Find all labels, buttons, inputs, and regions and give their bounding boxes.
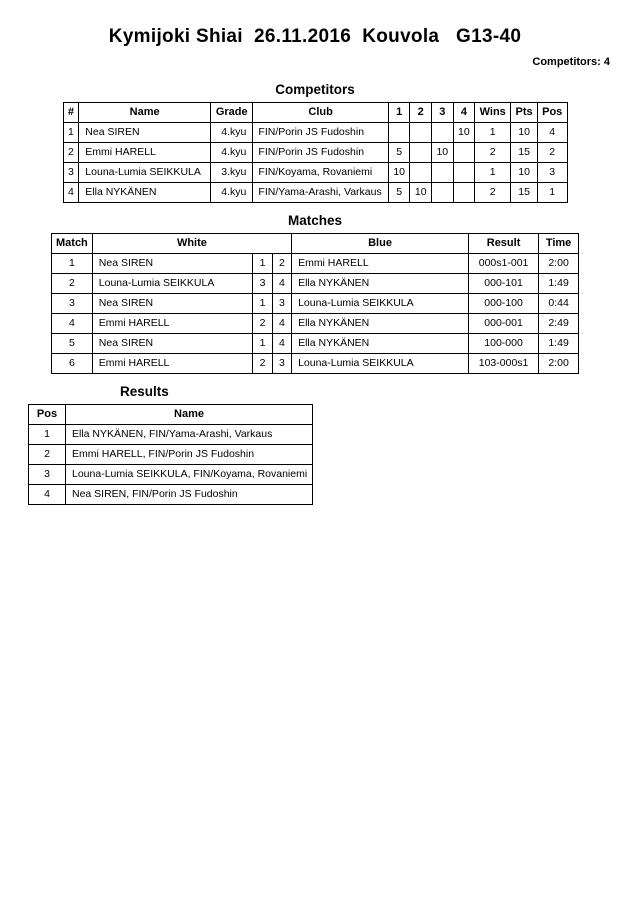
result-position: 2 [29,445,66,465]
matches-section-title: Matches [287,213,343,228]
competitor-pos: 1 [537,183,567,203]
competitors-table-wrap [0,102,630,203]
col-header-white: White [92,234,291,254]
match-blue-seed: 4 [272,314,291,334]
match-blue-seed: 3 [272,294,291,314]
match-blue-name: Ella NYKÄNEN [292,334,469,354]
table-row [52,354,579,374]
competitor-pts: 15 [511,143,538,163]
competitors-table [63,102,568,203]
results-section-title: Results [120,384,169,399]
match-blue-name: Louna-Lumia SEIKKULA [292,354,469,374]
col-header-grade: Grade [211,103,253,123]
table-row [63,123,567,143]
competitor-score-cell [410,123,432,143]
col-header-opponent-2: 2 [410,103,432,123]
competitor-score-cell [432,163,454,183]
competitor-club: FIN/Porin JS Fudoshin [253,143,388,163]
match-time: 1:49 [539,274,579,294]
competitor-score-cell: 10 [410,183,432,203]
match-result: 100-000 [469,334,539,354]
match-white-name: Nea SIREN [92,294,253,314]
competitor-name: Louna-Lumia SEIKKULA [79,163,211,183]
competitor-number: 1 [63,123,79,143]
table-row [63,183,567,203]
competitor-score-cell [432,123,454,143]
match-blue-name: Emmi HARELL [292,254,469,274]
competitor-pos: 2 [537,143,567,163]
result-name: Ella NYKÄNEN, FIN/Yama-Arashi, Varkaus [66,425,313,445]
tournament-report-page [0,26,630,917]
col-header-wins: Wins [475,103,511,123]
col-header-name: Name [79,103,211,123]
match-blue-seed: 4 [272,334,291,354]
table-header-row [63,103,567,123]
match-white-seed: 1 [253,254,272,274]
col-header-time: Time [539,234,579,254]
competitor-score-cell [410,163,432,183]
competitor-score-cell: 10 [432,143,454,163]
match-white-seed: 2 [253,314,272,334]
page-title: Kymijoki Shiai 26.11.2016 Kouvola G13-40 [108,26,522,47]
match-time: 0:44 [539,294,579,314]
match-result: 000-100 [469,294,539,314]
competitor-number: 2 [63,143,79,163]
result-position: 3 [29,465,66,485]
competitors-section-title: Competitors [275,82,355,97]
match-white-name: Emmi HARELL [92,314,253,334]
competitor-score-cell: 10 [453,123,475,143]
table-row [29,445,313,465]
col-header-opponent-1: 1 [388,103,410,123]
competitor-number: 3 [63,163,79,183]
table-row [63,163,567,183]
match-white-seed: 1 [253,294,272,314]
table-header-row [52,234,579,254]
competitor-pts: 10 [511,163,538,183]
competitor-score-cell [410,143,432,163]
competitor-pts: 15 [511,183,538,203]
match-result: 000-001 [469,314,539,334]
match-white-seed: 1 [253,334,272,354]
competitor-score-cell [453,163,475,183]
match-white-name: Louna-Lumia SEIKKULA [92,274,253,294]
competitor-club: FIN/Yama-Arashi, Varkaus [253,183,388,203]
col-header-opponent-3: 3 [432,103,454,123]
table-row [52,314,579,334]
competitor-club: FIN/Koyama, Rovaniemi [253,163,388,183]
competitor-score-cell [432,183,454,203]
result-name: Louna-Lumia SEIKKULA, FIN/Koyama, Rovaniemi [66,465,313,485]
result-name: Emmi HARELL, FIN/Porin JS Fudoshin [66,445,313,465]
table-row [63,143,567,163]
competitor-wins: 2 [475,143,511,163]
competitor-score-cell: 5 [388,143,410,163]
match-time: 2:00 [539,354,579,374]
table-row [29,425,313,445]
match-blue-name: Ella NYKÄNEN [292,314,469,334]
competitor-wins: 1 [475,163,511,183]
results-table [28,404,313,505]
competitor-wins: 2 [475,183,511,203]
match-time: 2:49 [539,314,579,334]
table-row [52,254,579,274]
results-table-wrap [28,404,630,505]
match-result: 103-000s1 [469,354,539,374]
competitor-club: FIN/Porin JS Fudoshin [253,123,388,143]
competitor-pos: 3 [537,163,567,183]
col-header-pos: Pos [537,103,567,123]
match-white-name: Nea SIREN [92,254,253,274]
competitors-count: Competitors: 4 [532,56,610,68]
table-row [52,294,579,314]
match-number: 3 [52,294,93,314]
table-header-row [29,405,313,425]
col-header-pts: Pts [511,103,538,123]
match-result: 000s1-001 [469,254,539,274]
col-header-result-name: Name [66,405,313,425]
match-number: 6 [52,354,93,374]
match-number: 5 [52,334,93,354]
competitor-pos: 4 [537,123,567,143]
matches-table-wrap [0,233,630,374]
competitor-grade: 4.kyu [211,143,253,163]
col-header-blue: Blue [292,234,469,254]
competitor-name: Nea SIREN [79,123,211,143]
competitor-score-cell: 5 [388,183,410,203]
match-white-name: Emmi HARELL [92,354,253,374]
match-white-seed: 3 [253,274,272,294]
result-position: 1 [29,425,66,445]
col-header-match: Match [52,234,93,254]
table-row [29,485,313,505]
competitor-name: Ella NYKÄNEN [79,183,211,203]
match-result: 000-101 [469,274,539,294]
match-time: 2:00 [539,254,579,274]
match-blue-seed: 3 [272,354,291,374]
competitor-grade: 3.kyu [211,163,253,183]
col-header-opponent-4: 4 [453,103,475,123]
competitor-score-cell [453,143,475,163]
match-blue-seed: 2 [272,254,291,274]
competitor-wins: 1 [475,123,511,143]
competitor-score-cell [388,123,410,143]
col-header-club: Club [253,103,388,123]
match-white-name: Nea SIREN [92,334,253,354]
match-number: 1 [52,254,93,274]
competitor-grade: 4.kyu [211,123,253,143]
matches-table [51,233,579,374]
result-name: Nea SIREN, FIN/Porin JS Fudoshin [66,485,313,505]
match-blue-name: Ella NYKÄNEN [292,274,469,294]
result-position: 4 [29,485,66,505]
competitor-score-cell: 10 [388,163,410,183]
match-white-seed: 2 [253,354,272,374]
competitor-name: Emmi HARELL [79,143,211,163]
competitor-score-cell [453,183,475,203]
table-row [52,334,579,354]
competitor-grade: 4.kyu [211,183,253,203]
col-header-result-pos: Pos [29,405,66,425]
match-blue-seed: 4 [272,274,291,294]
match-time: 1:49 [539,334,579,354]
table-row [29,465,313,485]
competitor-number: 4 [63,183,79,203]
table-row [52,274,579,294]
col-header-number: # [63,103,79,123]
competitor-pts: 10 [511,123,538,143]
col-header-result: Result [469,234,539,254]
match-blue-name: Louna-Lumia SEIKKULA [292,294,469,314]
match-number: 2 [52,274,93,294]
match-number: 4 [52,314,93,334]
